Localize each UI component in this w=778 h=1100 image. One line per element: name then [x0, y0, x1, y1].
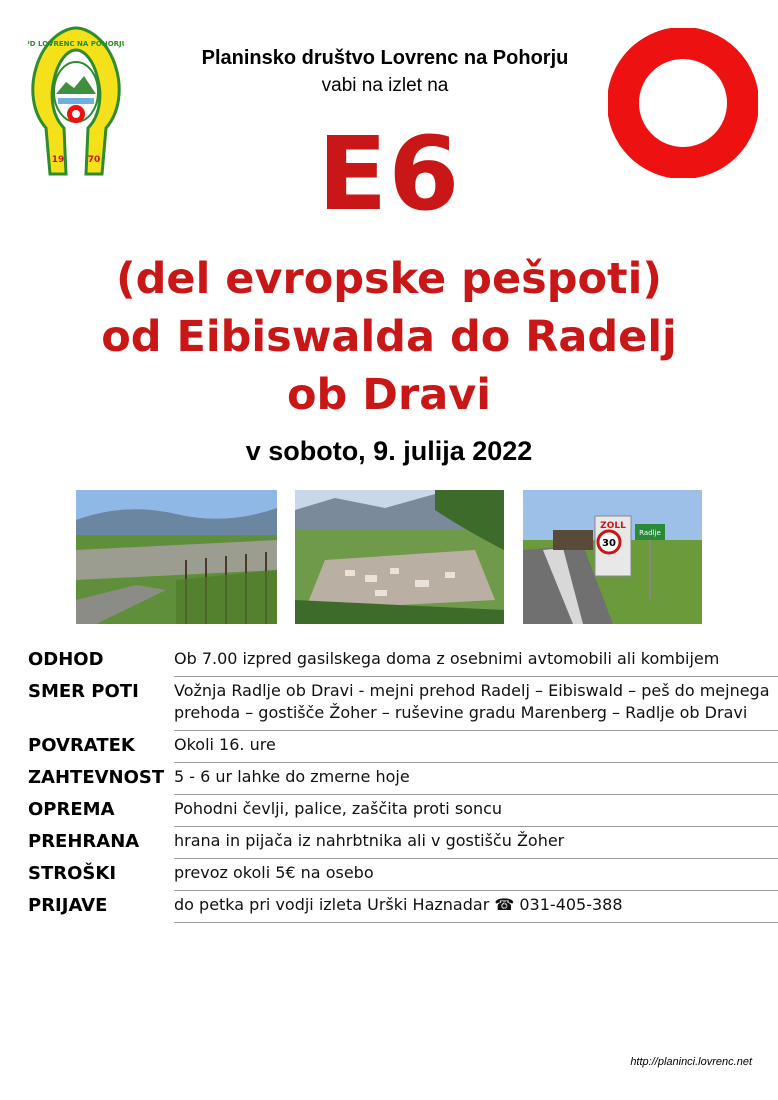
detail-value: Okoli 16. ure [174, 731, 778, 763]
svg-text:ZOLL: ZOLL [600, 521, 626, 531]
website-link[interactable]: http://planinci.lovrenc.net [630, 1056, 752, 1068]
event-subtitle [0, 250, 778, 424]
svg-text:30: 30 [602, 538, 616, 549]
detail-label: ODHOD [28, 649, 104, 670]
subtitle-line-3: ob Dravi [287, 370, 491, 420]
detail-label: SMER POTI [28, 681, 139, 702]
detail-row-smer-poti [28, 677, 778, 731]
detail-value: do petka pri vodji izleta Urški Haznadar ☎ 031-405-388 [174, 891, 778, 923]
svg-text:PD LOVRENC NA POHORJU: PD LOVRENC NA POHORJU [28, 40, 124, 48]
detail-value: hrana in pijača iz nahrbtnika ali v gostišču Žoher [174, 827, 778, 859]
subtitle-line-1: (del evropske pešpoti) [115, 254, 662, 304]
detail-value: prevoz okoli 5€ na osebo [174, 859, 778, 891]
detail-value: Ob 7.00 izpred gasilskega doma z osebnimi avtomobili ali kombijem [174, 645, 778, 677]
subtitle-line-2: od Eibiswalda do Radelj [101, 312, 677, 362]
svg-text:Radlje: Radlje [639, 529, 661, 537]
detail-value: Pohodni čevlji, palice, zaščita proti soncu [174, 795, 778, 827]
detail-label: OPREMA [28, 799, 115, 820]
event-title: E6 [317, 115, 461, 234]
detail-label: POVRATEK [28, 735, 135, 756]
event-date: v soboto, 9. julija 2022 [245, 436, 533, 466]
border-crossing-photo [523, 490, 702, 624]
detail-label: PRIJAVE [28, 895, 108, 916]
detail-label: PREHRANA [28, 831, 140, 852]
detail-value: 5 - 6 ur lahke do zmerne hoje [174, 763, 778, 795]
svg-text:70: 70 [87, 155, 101, 165]
detail-label: ZAHTEVNOST [28, 767, 165, 788]
event-details [28, 645, 778, 923]
town-valley-photo [295, 490, 504, 624]
detail-row-odhod [28, 645, 778, 677]
detail-row-oprema [28, 795, 778, 827]
invite-text: vabi na izlet na [321, 75, 449, 96]
detail-value: Vožnja Radlje ob Dravi - mejni prehod Radelj – Eibiswald – peš do mejnega prehoda – gostišče Žoher – ruševine gradu Marenberg – Radlje ob Dravi [174, 677, 778, 731]
detail-row-zahtevnost [28, 763, 778, 795]
detail-row-prehrana [28, 827, 778, 859]
detail-row-stroski [28, 859, 778, 891]
svg-text:19: 19 [51, 155, 65, 165]
detail-label: STROŠKI [28, 863, 117, 884]
organization-name: Planinsko društvo Lovrenc na Pohorju [201, 47, 569, 69]
detail-row-povratek [28, 731, 778, 763]
vineyard-landscape-photo [76, 490, 277, 624]
detail-row-prijave [28, 891, 778, 923]
